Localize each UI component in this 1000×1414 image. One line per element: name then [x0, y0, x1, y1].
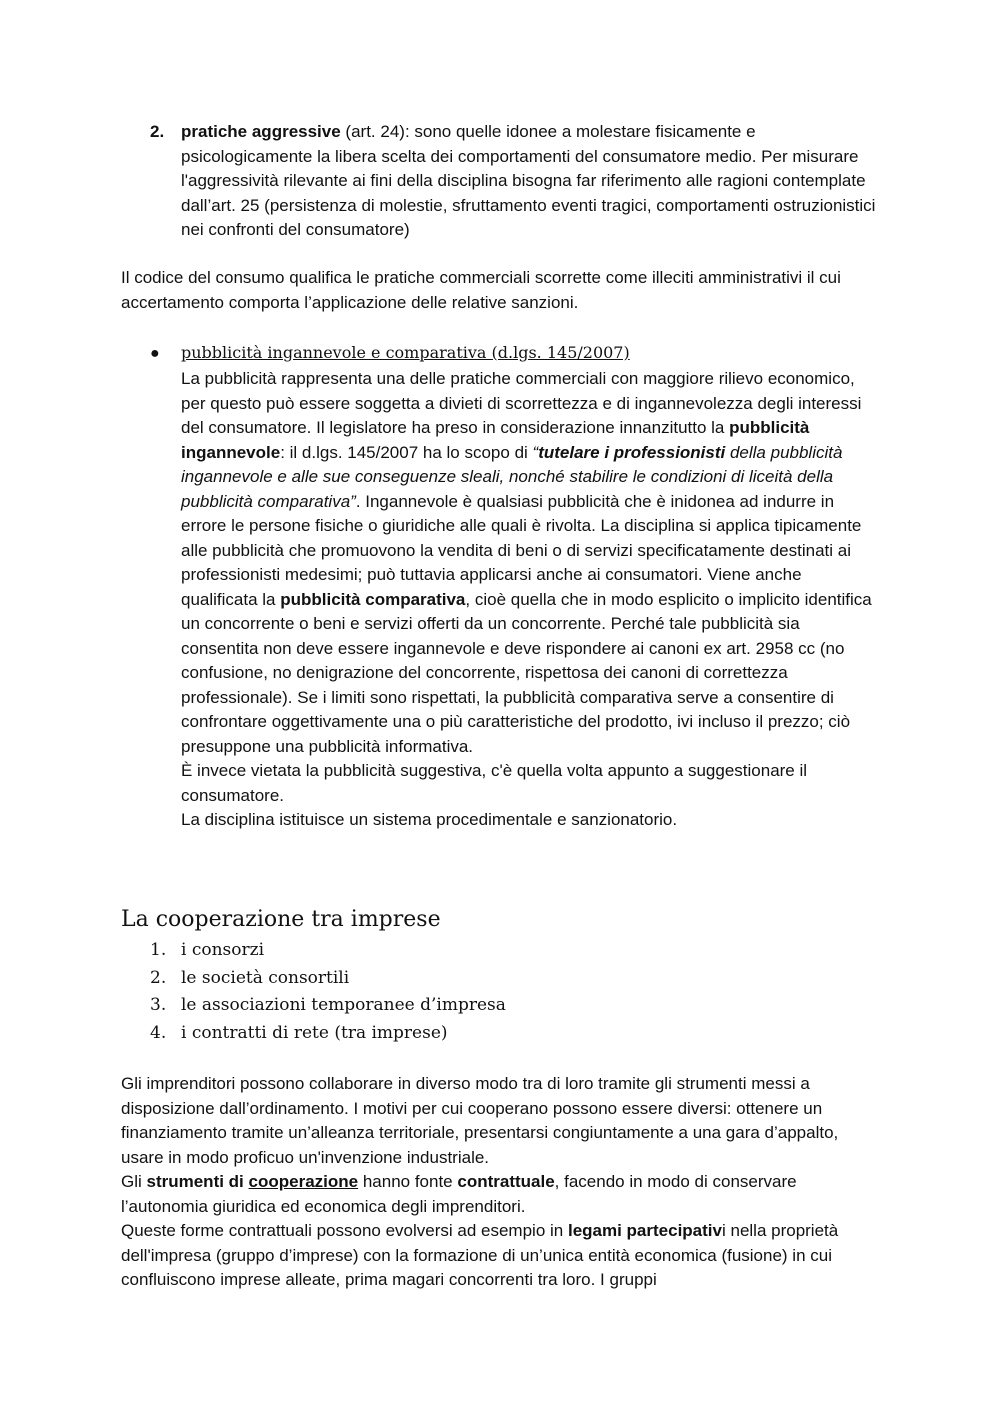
paragraph-text: hanno fonte — [358, 1172, 458, 1191]
bold-term: contrattuale — [457, 1172, 555, 1191]
paragraph-text: Gli — [121, 1172, 147, 1191]
list-number: 4. — [150, 1022, 167, 1043]
bullet-body — [181, 367, 881, 833]
list-number: 2. — [150, 122, 165, 141]
bullet-heading: pubblicità ingannevole e comparativa (d.lgs. 145/2007) — [181, 343, 630, 362]
list-item-text — [181, 120, 881, 243]
list-text: le associazioni temporanee d’impresa — [181, 995, 506, 1015]
list-text: i contratti di rete (tra imprese) — [181, 1022, 448, 1043]
bold-term: pubblicità ingannevole — [181, 418, 810, 462]
bold-underlined-term: cooperazione — [248, 1172, 359, 1191]
term-bold: pratiche aggressive — [181, 122, 341, 141]
bullet-icon: ● — [150, 345, 160, 362]
list-number: 2. — [150, 967, 167, 988]
bullet-text: : il d.lgs. 145/2007 ha lo scopo di — [280, 442, 533, 462]
bullet-text: La disciplina istituisce un sistema procedimentale e sanzionatorio. — [181, 810, 678, 829]
paragraph-text: i nella proprietà dell'impresa (gruppo d’imprese) con la formazione di un’unica entità economica (fusione) in cui confluiscono imprese alleate, prima magari concorrenti tra loro. I gruppi — [121, 1221, 839, 1289]
bullet-text: La pubblicità rappresenta una delle pratiche commerciali con maggiore rilievo economico, per questo può essere soggetta a divieti di scorrettezza e di ingannevolezza degli interessi del consumatore. Il legislatore ha preso in considerazione innanzitutto la — [181, 369, 862, 437]
codice-paragraph: Il codice del consumo qualifica le pratiche commerciali scorrette come illeciti amministrativi il cui accertamento comporta l’applicazione delle relative sanzioni. — [121, 268, 841, 312]
list-number: 3. — [150, 995, 167, 1015]
list-text: le società consortili — [181, 967, 350, 988]
item-text: (art. 24): sono quelle idonee a molestare fisicamente e psicologicamente la libera scelta dei comportamenti del consumatore medio. Per misurare l'aggressività rilevante ai fini della disciplina bisogna far riferimento alle ragioni contemplate dall’art. 25 (persistenza di molestie, sfruttamento eventi tragici, comportamenti ostruzionistici nei confronti del consumatore) — [181, 122, 876, 239]
list-number: 1. — [150, 940, 167, 960]
section-heading: La cooperazione tra imprese — [121, 907, 441, 932]
bullet-text: . Ingannevole è qualsiasi pubblicità che è inidonea ad indurre in errore le persone fisiche o giuridiche alle quali è rivolta. La disciplina si applica tipicamente alle pubblicità che promuovono la vendita di beni o di servizi specificatamente destinati ai professionisti medesimi; può tuttavia applicarsi anche ai consumatori. Viene anche qualificata la — [181, 491, 862, 609]
quote-mark: “ — [532, 442, 539, 462]
paragraph-text: Queste forme contrattuali possono evolversi ad esempio in — [121, 1221, 568, 1240]
bullet-text: , cioè quella che in modo esplicito o implicito identifica un concorrente o beni e servizi offerti da un concorrente. Perché tale pubblicità sia consentita non deve essere ingannevole e deve rispondere ai canoni ex art. 2958 cc (no confusione, no denigrazione del concorrente, rispettosa dei canoni di correttezza professionale). Se i limiti sono rispettati, la pubblicità comparativa serve a consentire di confrontare oggettivamente una o più caratteristiche del prodotto, ivi incluso il prezzo; ciò presuppone una pubblicità informativa. — [181, 589, 872, 756]
bold-term: pubblicità comparativa — [280, 589, 466, 609]
quote-bold: tutelare i professionisti — [538, 442, 726, 462]
paragraph-text: , facendo in modo di conservare l’autonomia giuridica ed economica degli imprenditori. — [121, 1172, 797, 1216]
bold-term: legami partecipativ — [567, 1221, 722, 1240]
bullet-text: È invece vietata la pubblicità suggestiva, c'è quella volta appunto a suggestionare il consumatore. — [181, 761, 808, 805]
bold-term: strumenti di — [146, 1172, 249, 1191]
quote-text: della pubblicità ingannevole e alle sue conseguenze sleali, nonché stabilire le condizioni di liceità della pubblicità comparativa” — [181, 442, 843, 511]
final-paragraph — [121, 1072, 881, 1293]
paragraph-text: Gli imprenditori possono collaborare in diverso modo tra di loro tramite gli strumenti messi a disposizione dall’ordinamento. I motivi per cui cooperano possono essere diversi: ottenere un finanziamento tramite un’alleanza territoriale, presentarsi congiuntamente a una gara d’appalto, usare in modo proficuo un'invenzione industriale. — [121, 1074, 839, 1167]
list-text: i consorzi — [181, 940, 265, 960]
